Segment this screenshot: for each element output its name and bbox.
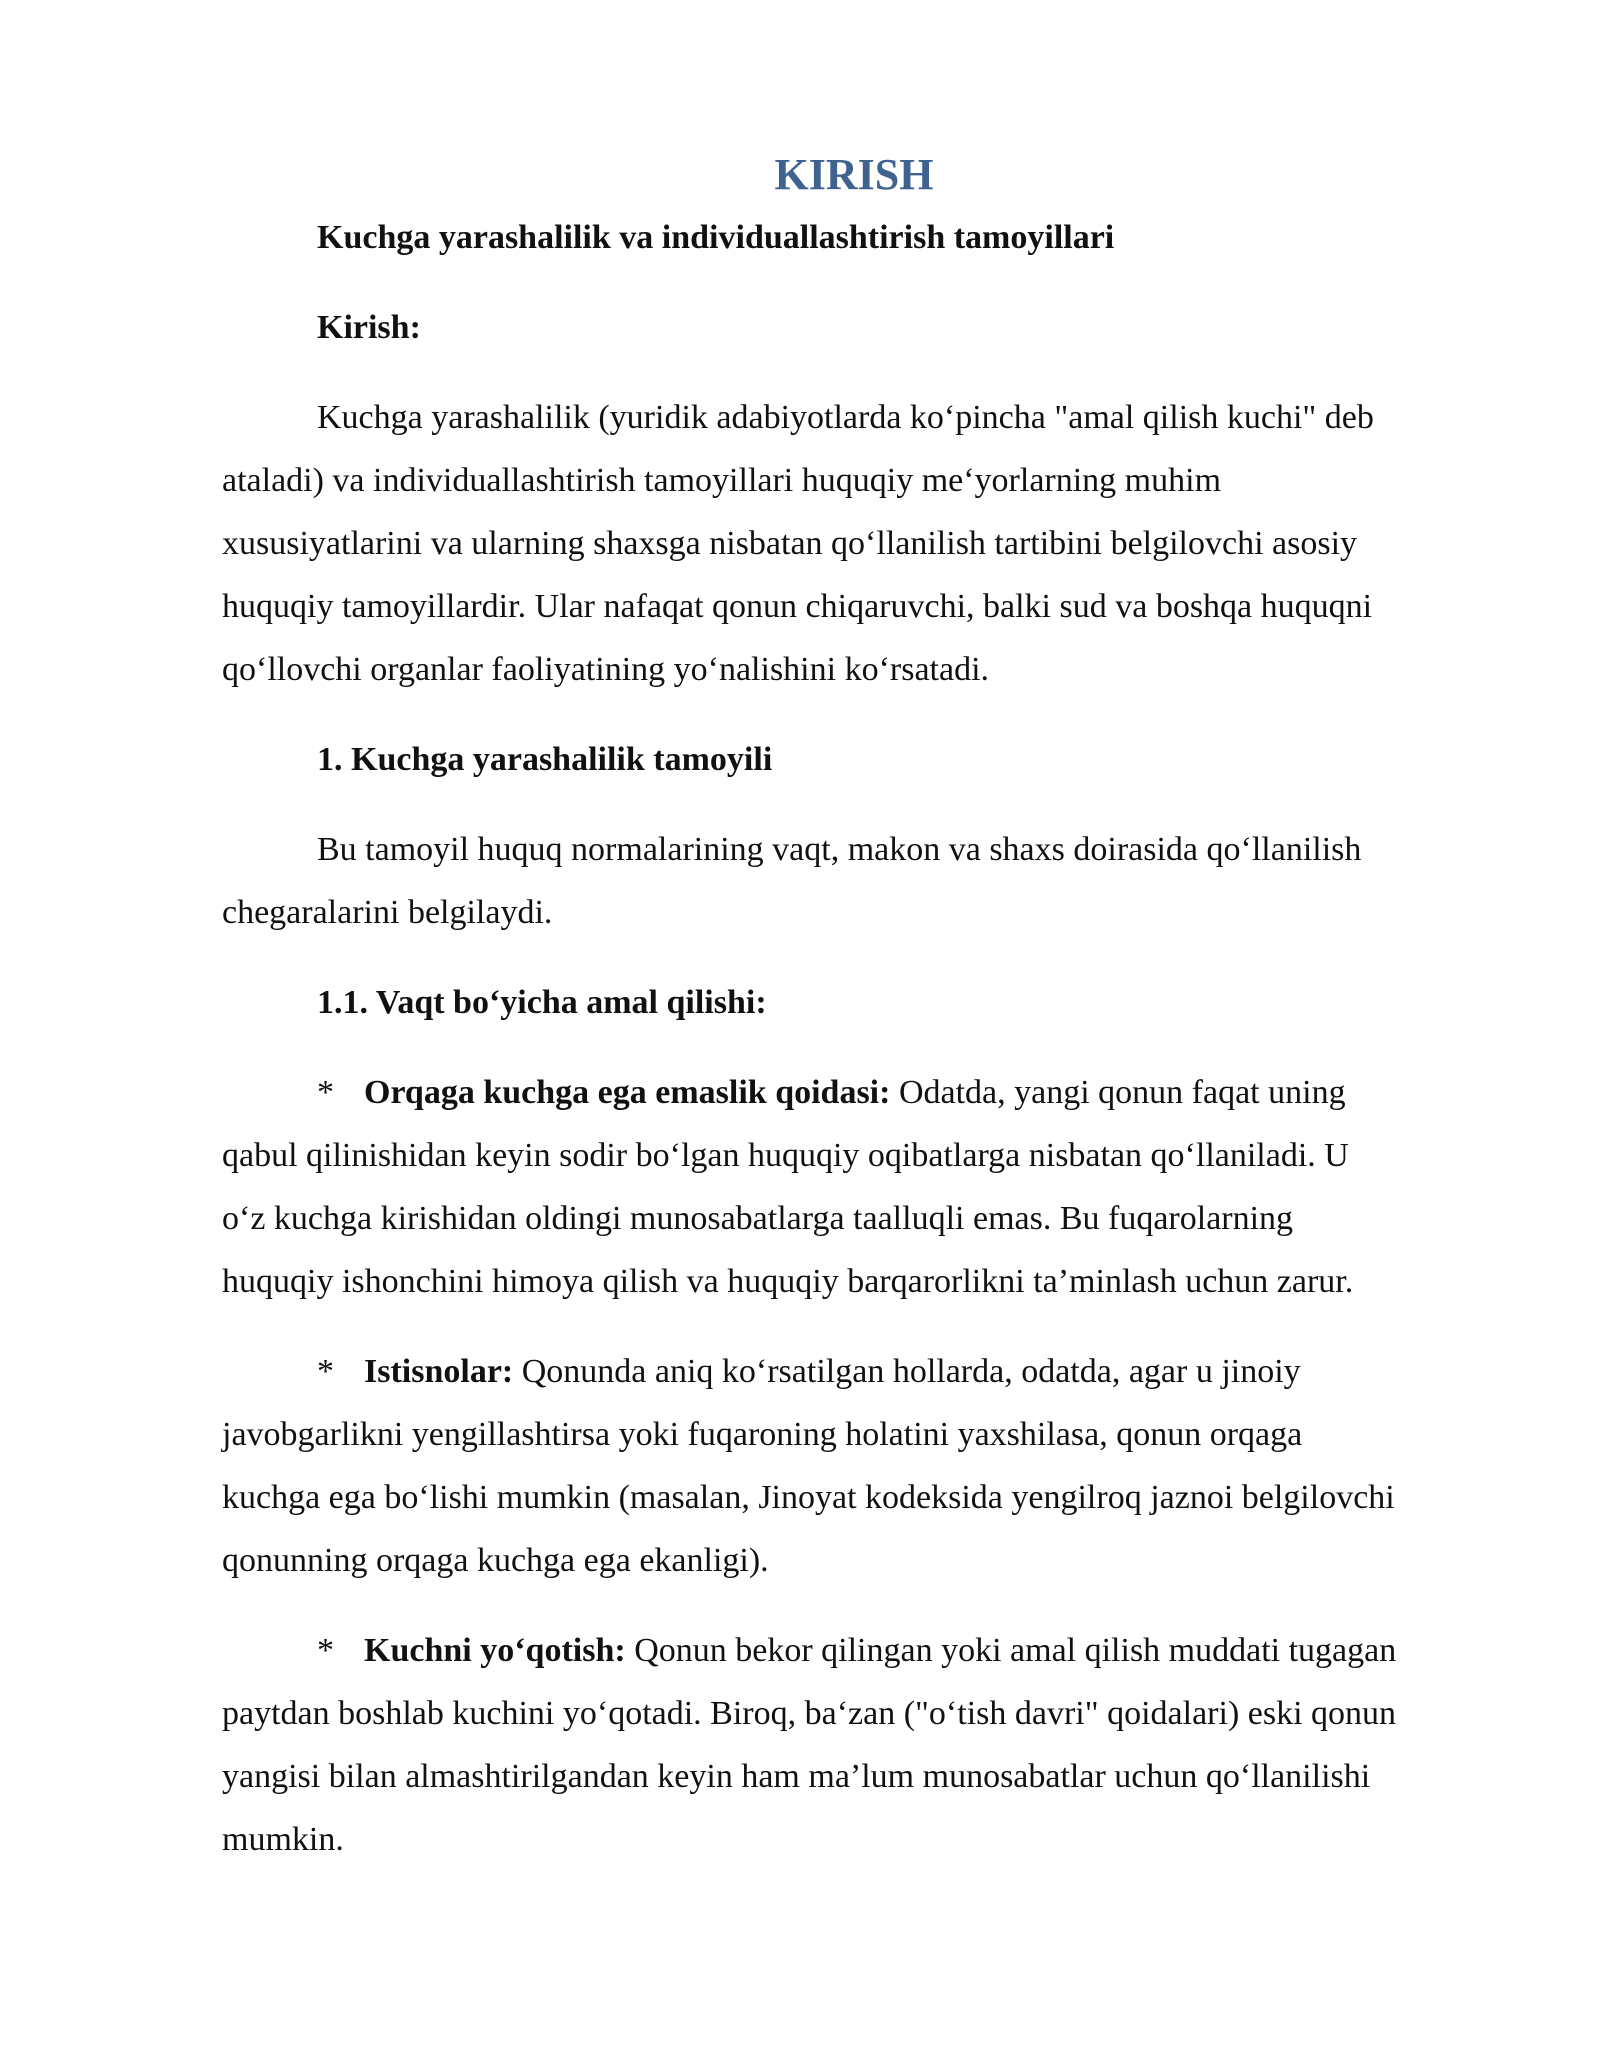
document-body <box>222 206 1522 1898</box>
bullet-retroactivity <box>222 1061 1522 1313</box>
page-title: KIRISH <box>774 150 934 199</box>
bullet-line: huquqiy ishonchini himoya qilish va huquqiy barqarorlikni ta’minlash uchun zarur. <box>222 1263 1354 1300</box>
bullet-label: Istisnolar: <box>364 1353 514 1390</box>
bullet-line: o‘z kuchga kirishidan oldingi munosabatlarga taalluqli emas. Bu fuqarolarning <box>222 1200 1294 1237</box>
section-1-line: Bu tamoyil huquq normalarining vaqt, makon va shaxs doirasida qo‘llanilish <box>317 831 1362 868</box>
intro-line: huquqiy tamoyillardir. Ular nafaqat qonun chiqaruvchi, balki sud va boshqa huquqni <box>222 588 1373 625</box>
bullet-line: paytdan boshlab kuchini yo‘qotadi. Biroq, ba‘zan ("o‘tish davri" qoidalari) eski qonun <box>222 1695 1397 1732</box>
intro-line: qo‘llovchi organlar faoliyatining yo‘nalishini ko‘rsatadi. <box>222 651 990 688</box>
intro-heading: Kirish: <box>317 309 421 346</box>
bullet-star: * <box>317 1074 334 1111</box>
section-1-line: chegaralarini belgilaydi. <box>222 894 553 931</box>
bullet-label: Orqaga kuchga ega emaslik qoidasi: <box>364 1074 891 1111</box>
bullet-text: Qonunda aniq ko‘rsatilgan hollarda, odatda, agar u jinoiy <box>513 1353 1301 1390</box>
bullet-text: Odatda, yangi qonun faqat uning <box>890 1074 1346 1111</box>
bullet-line: javobgarlikni yengillashtirsa yoki fuqaroning holatini yaxshilasa, qonun orqaga <box>222 1416 1303 1453</box>
bullet-loss-of-force <box>222 1619 1522 1871</box>
bullet-line: kuchga ega bo‘lishi mumkin (masalan, Jinoyat kodeksida yengilroq jaznoi belgilovchi <box>222 1479 1395 1516</box>
intro-paragraph <box>222 386 1522 701</box>
intro-line: ataladi) va individuallashtirish tamoyillari huquqiy me‘yorlarning muhim <box>222 462 1222 499</box>
bullet-first-line <box>222 1061 1522 1124</box>
document-subtitle: Kuchga yarashalilik va individuallashtirish tamoyillari <box>317 219 1115 256</box>
bullet-exceptions <box>222 1340 1522 1592</box>
bullet-text: Qonun bekor qilingan yoki amal qilish muddati tugagan <box>625 1632 1397 1669</box>
bullet-first-line <box>222 1619 1522 1682</box>
section-1-1-heading: 1.1. Vaqt bo‘yicha amal qilishi: <box>317 984 767 1021</box>
intro-line: xususiyatlarini va ularning shaxsga nisbatan qo‘llanilish tartibini belgilovchi asosiy <box>222 525 1358 562</box>
intro-line: Kuchga yarashalilik (yuridik adabiyotlarda ko‘pincha "amal qilish kuchi" deb <box>317 399 1374 436</box>
section-1-paragraph <box>222 818 1522 944</box>
bullet-label: Kuchni yo‘qotish: <box>364 1632 626 1669</box>
bullet-line: qabul qilinishidan keyin sodir bo‘lgan huquqiy oqibatlarga nisbatan qo‘llaniladi. U <box>222 1137 1349 1174</box>
section-1-heading: 1. Kuchga yarashalilik tamoyili <box>317 741 773 778</box>
bullet-first-line <box>222 1340 1522 1403</box>
bullet-line: mumkin. <box>222 1821 344 1858</box>
bullet-line: yangisi bilan almashtirilgandan keyin ham ma’lum munosabatlar uchun qo‘llanilishi <box>222 1758 1371 1795</box>
bullet-star: * <box>317 1353 334 1390</box>
bullet-line: qonunning orqaga kuchga ega ekanligi). <box>222 1542 769 1579</box>
bullet-star: * <box>317 1632 334 1669</box>
